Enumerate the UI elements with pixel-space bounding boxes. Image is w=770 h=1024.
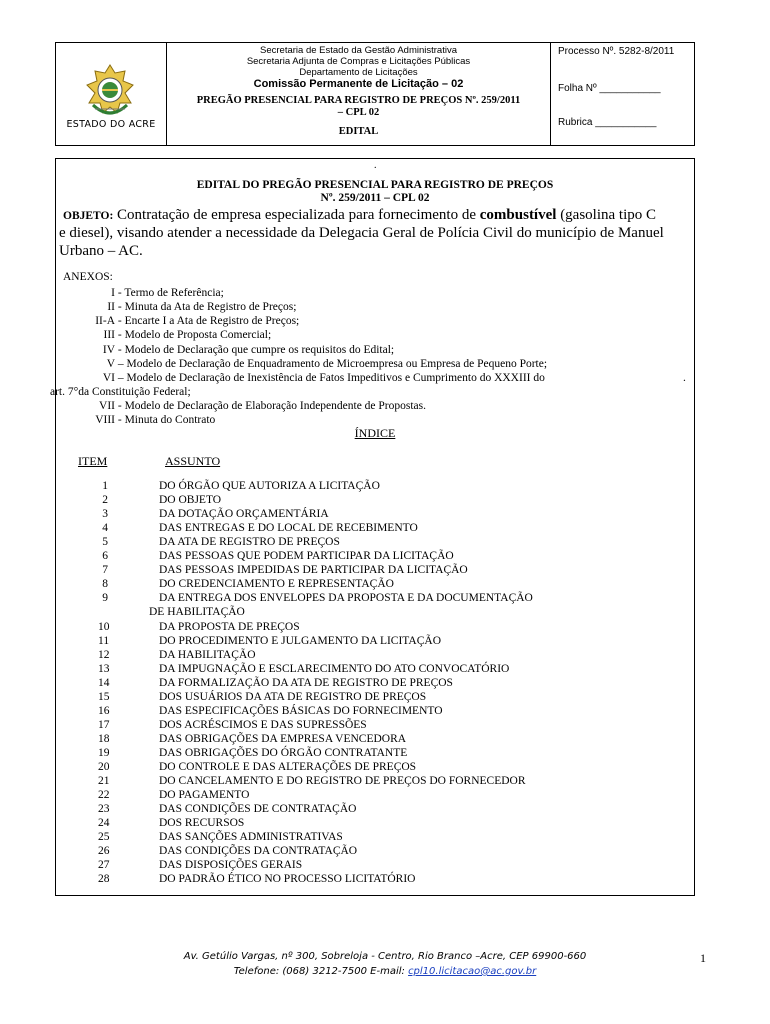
indice-item-subject: DOS RECURSOS bbox=[159, 817, 245, 830]
indice-item-subject: DA FORMALIZAÇÃO DA ATA DE REGISTRO DE PREÇOS bbox=[159, 676, 453, 689]
indice-item-subject: DA DOTAÇÃO ORÇAMENTÁRIA bbox=[159, 508, 329, 521]
indice-item-number: 18 bbox=[98, 732, 110, 745]
indice-item-number: 15 bbox=[98, 690, 110, 703]
indice-item-number: 20 bbox=[98, 761, 110, 773]
indice-item-number: 17 bbox=[98, 718, 110, 731]
indice-item-subject: DO ÓRGÃO QUE AUTORIZA A LICITAÇÃO bbox=[159, 480, 380, 492]
footer-email-link[interactable]: cpl10.licitacao@ac.gov.br bbox=[408, 966, 537, 977]
indice-item-number: 25 bbox=[98, 831, 110, 844]
indice-item-subject: DAS CONDIÇÕES DA CONTRATAÇÃO bbox=[159, 845, 358, 858]
indice-item-subject: DAS ESPECIFICAÇÕES BÁSICAS DO FORNECIMENTO bbox=[159, 704, 443, 717]
anexo-item: I - Termo de Referência; bbox=[111, 287, 224, 299]
anexo-item: II-A - Encarte I a Ata de Registro de Preços; bbox=[95, 315, 300, 327]
edital-title: EDITAL DO PREGÃO PRESENCIAL PARA REGISTRO DE PREÇOS bbox=[196, 179, 554, 191]
indice-item-subject: DE HABILITAÇÃO bbox=[149, 606, 245, 619]
header-seal-cell bbox=[56, 43, 167, 145]
indice-item-number: 28 bbox=[98, 873, 110, 886]
anexo-vi-continuation: art. 7°da Constituição Federal; bbox=[50, 386, 191, 398]
folha-field: Folha Nº ___________ bbox=[558, 83, 661, 94]
objeto-line-2: e diesel), visando atender a necessidade da Delegacia Geral de Polícia Civil do município de Manuel bbox=[59, 225, 664, 241]
anexo-item: II - Minuta da Ata de Registro de Preços; bbox=[107, 301, 297, 313]
indice-item-number: 13 bbox=[98, 662, 110, 675]
header-right-cell bbox=[551, 43, 694, 145]
indice-item-subject: DO PROCEDIMENTO E JULGAMENTO DA LICITAÇÃO bbox=[159, 634, 441, 647]
indice-item-subject: DO PAGAMENTO bbox=[159, 789, 250, 802]
indice-item-subject: DAS OBRIGAÇÕES DA EMPRESA VENCEDORA bbox=[159, 732, 407, 745]
page-number: 1 bbox=[700, 951, 706, 965]
footer-address: Av. Getúlio Vargas, nº 300, Sobreloja - Centro, Rio Branco –Acre, CEP 69900-660 bbox=[183, 951, 587, 962]
indice-item-subject: DA HABILITAÇÃO bbox=[159, 648, 256, 661]
objeto-label: OBJETO: bbox=[63, 210, 114, 222]
indice-item-number: 19 bbox=[98, 746, 110, 759]
indice-item-subject: DAS PESSOAS IMPEDIDAS DE PARTICIPAR DA LICITAÇÃO bbox=[159, 564, 468, 577]
indice-item-number: 7 bbox=[102, 564, 108, 577]
indice-item-subject: DAS CONDIÇÕES DE CONTRATAÇÃO bbox=[159, 803, 357, 816]
header-line-3: Departamento de Licitações bbox=[299, 67, 418, 78]
indice-item-number: 22 bbox=[98, 789, 110, 802]
indice-item-subject: DAS SANÇÕES ADMINISTRATIVAS bbox=[159, 831, 343, 844]
indice-item-number: 24 bbox=[98, 817, 110, 830]
item-column-header: ITEM bbox=[78, 454, 108, 468]
footer-phone: Telefone: (068) 3212-7500 E-mail: bbox=[233, 966, 409, 977]
header-line-2: Secretaria Adjunta de Compras e Licitações Públicas bbox=[246, 56, 471, 67]
indice-item-number: 1 bbox=[102, 480, 108, 492]
indice-item-subject: DA PROPOSTA DE PREÇOS bbox=[159, 620, 300, 633]
indice-item-subject: DO CANCELAMENTO E DO REGISTRO DE PREÇOS DO FORNECEDOR bbox=[159, 775, 526, 788]
edital-number: Nº. 259/2011 – CPL 02 bbox=[320, 192, 430, 204]
indice-item-number: 3 bbox=[102, 508, 108, 521]
objeto-line-1 bbox=[63, 207, 656, 224]
rubrica-field: Rubrica ___________ bbox=[558, 117, 657, 128]
indice-item-subject: DO OBJETO bbox=[159, 494, 222, 507]
indice-item-number: 12 bbox=[98, 648, 110, 661]
footer-contact bbox=[0, 966, 770, 977]
indice-item-number: 6 bbox=[102, 550, 108, 563]
acre-coat-of-arms-icon bbox=[81, 63, 139, 123]
indice-item-number: 21 bbox=[98, 775, 110, 788]
indice-item-number: 5 bbox=[102, 536, 108, 549]
indice-item-number: 8 bbox=[102, 578, 108, 591]
indice-heading: ÍNDICE bbox=[354, 426, 396, 440]
indice-item-subject: DAS ENTREGAS E DO LOCAL DE RECEBIMENTO bbox=[159, 522, 418, 535]
estado-do-acre-label: ESTADO DO ACRE bbox=[66, 119, 156, 130]
objeto-combustivel: combustível bbox=[479, 207, 557, 223]
indice-item-subject: DOS ACRÉSCIMOS E DAS SUPRESSÕES bbox=[159, 718, 367, 731]
indice-item-number: 9 bbox=[102, 592, 108, 605]
anexo-item: III - Modelo de Proposta Comercial; bbox=[103, 329, 272, 341]
processo-number: Processo Nº. 5282-8/2011 bbox=[558, 46, 675, 57]
indice-item-number: 4 bbox=[102, 522, 108, 535]
anexo-vi-trailing-dot: . bbox=[683, 372, 686, 384]
indice-item-subject: DAS PESSOAS QUE PODEM PARTICIPAR DA LICITAÇÃO bbox=[159, 550, 454, 563]
header-center-cell bbox=[167, 43, 551, 145]
anexo-item: VI – Modelo de Declaração de Inexistência de Fatos Impeditivos e Cumprimento do XXXIII do bbox=[102, 372, 545, 384]
header-cpl: – CPL 02 bbox=[337, 107, 380, 118]
anexo-item: IV - Modelo de Declaração que cumpre os requisitos do Edital; bbox=[102, 344, 395, 356]
indice-item-subject: DA ENTREGA DOS ENVELOPES DA PROPOSTA E DA DOCUMENTAÇÃO bbox=[159, 592, 533, 605]
anexo-item: VIII - Minuta do Contrato bbox=[95, 414, 216, 426]
indice-item-number: 16 bbox=[98, 704, 110, 717]
document-header bbox=[55, 42, 695, 146]
header-edital: EDITAL bbox=[338, 126, 379, 137]
header-line-1: Secretaria de Estado da Gestão Administrativa bbox=[260, 45, 457, 56]
indice-item-number: 27 bbox=[98, 859, 110, 872]
indice-item-number: 23 bbox=[98, 803, 110, 816]
header-pregao: PREGÃO PRESENCIAL PARA REGISTRO DE PREÇOS Nº. 259/2011 bbox=[196, 95, 521, 106]
indice-item-subject: DO CREDENCIAMENTO E REPRESENTAÇÃO bbox=[159, 578, 394, 591]
indice-item-number: 10 bbox=[98, 620, 110, 633]
anexo-item: V – Modelo de Declaração de Enquadramento de Microempresa ou Empresa de Pequeno Porte; bbox=[106, 358, 548, 370]
anexo-item: VII - Modelo de Declaração de Elaboração Independente de Propostas. bbox=[99, 400, 427, 412]
objeto-line-3: Urbano – AC. bbox=[59, 243, 143, 259]
indice-item-subject: DOS USUÁRIOS DA ATA DE REGISTRO DE PREÇOS bbox=[159, 690, 427, 703]
indice-item-subject: DA IMPUGNAÇÃO E ESCLARECIMENTO DO ATO CONVOCATÓRIO bbox=[159, 662, 510, 675]
indice-item-subject: DO PADRÃO ÉTICO NO PROCESSO LICITATÓRIO bbox=[159, 873, 416, 886]
assunto-column-header: ASSUNTO bbox=[165, 454, 221, 468]
indice-item-number: 11 bbox=[98, 634, 110, 647]
indice-item-subject: DO CONTROLE E DAS ALTERAÇÕES DE PREÇOS bbox=[159, 761, 417, 773]
indice-item-number: 26 bbox=[98, 845, 110, 858]
indice-item-subject: DAS OBRIGAÇÕES DO ÓRGÃO CONTRATANTE bbox=[159, 746, 408, 759]
header-comissao: Comissão Permanente de Licitação – 02 bbox=[253, 78, 464, 90]
edital-content-box bbox=[50, 158, 695, 896]
stray-dot: . bbox=[374, 160, 377, 171]
indice-item-subject: DAS DISPOSIÇÕES GERAIS bbox=[159, 859, 303, 872]
indice-item-subject: DA ATA DE REGISTRO DE PREÇOS bbox=[159, 536, 340, 549]
indice-item-number: 2 bbox=[102, 494, 108, 507]
anexos-label: ANEXOS: bbox=[63, 271, 113, 283]
objeto-text-a: Contratação de empresa especializada para fornecimento de bbox=[117, 207, 477, 223]
objeto-text-c: (gasolina tipo C bbox=[560, 207, 657, 223]
indice-item-number: 14 bbox=[98, 676, 110, 689]
